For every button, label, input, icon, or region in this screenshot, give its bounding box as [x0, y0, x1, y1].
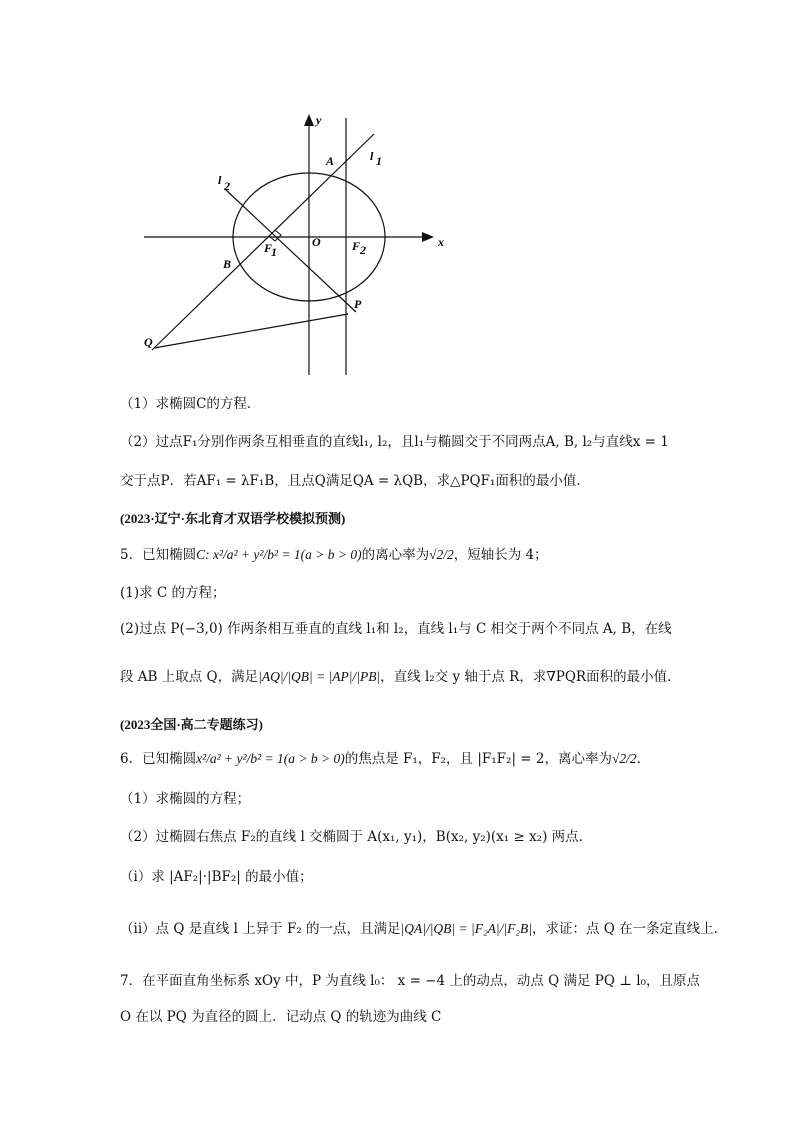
p5-ecc: √2/2 [429, 547, 454, 562]
p7-line2: O 在以 PQ 为直径的圆上．记动点 Q 的轨迹为曲线 C [120, 1009, 442, 1025]
p5-source: (2023·辽宁·东北育才双语学校模拟预测) [120, 511, 346, 526]
p6-stem [120, 744, 650, 774]
p5-part2-b-ratio: |AQ|/|QB| = |AP|/|PB| [258, 669, 381, 684]
p6-sub-ii-post: ，求证：点 Q 在一条定直线上． [531, 921, 728, 937]
p6-sub-ii-pre: （ii）点 Q 是直线 l 上异于 F₂ 的一点，且满足 [120, 921, 401, 937]
label-a: A [326, 154, 335, 168]
p5-stem [120, 540, 548, 570]
label-l2-sub: 2 [224, 179, 230, 193]
p6-source: (2023全国·高二专题练习) [120, 717, 263, 732]
x-axis-arrow [422, 232, 434, 242]
label-l1: l [370, 149, 374, 163]
p6-ecc: √2/2 [611, 751, 637, 766]
p5-part2-b [120, 662, 681, 692]
p4-part2-b: 交于点P．若AF₁ = λF₁B，且点Q满足QA = λQB，求△PQF₁面积的最小值． [120, 473, 590, 489]
p6-stem-eq: x²/a² + y²/b² = 1(a > b > 0) [196, 751, 345, 766]
p5-stem-post: ，短轴长为 4； [453, 547, 548, 563]
p5-stem-eq: C: x²/a² + y²/b² = 1(a > b > 0) [196, 547, 362, 562]
p6-sub-i: （i）求 |AF₂|·|BF₂| 的最小值； [120, 869, 313, 885]
line-l1 [152, 134, 374, 350]
label-y: y [316, 113, 322, 127]
p4-part2-a: （2）过点F₁分别作两条互相垂直的直线l₁, l₂，且l₁与椭圆交于不同两点A, B, l₂与直线x = 1 [120, 434, 669, 450]
y-axis-arrow [304, 114, 314, 126]
label-l1-sub: 1 [376, 154, 382, 168]
p5-stem-mid: 的离心率为 [361, 547, 430, 563]
label-o: O [312, 235, 321, 249]
p6-sub-ii-ratio: |QA|/|QB| = |F₂A|/|F₂B| [400, 921, 532, 936]
label-l2: l [218, 173, 222, 187]
p5-part2-b-post: ，直线 l₂交 y 轴于点 R，求∇PQR面积的最小值． [380, 669, 681, 685]
p6-part2: （2）过椭圆右焦点 F₂的直线 l 交椭圆于 A(x₁, y₁)，B(x₂, y₂)(x₁ ≥ x₂) 两点． [120, 829, 593, 845]
p6-sub-ii [120, 914, 727, 944]
p5-part1: (1)求 C 的方程； [120, 585, 226, 601]
label-x: x [438, 235, 444, 249]
label-b: B [223, 257, 232, 271]
label-q: Q [144, 335, 153, 349]
label-f1: F [264, 241, 273, 255]
label-f2: F [352, 239, 361, 253]
p5-stem-pre: 5．已知椭圆 [120, 547, 197, 563]
label-f2-sub: 2 [360, 243, 366, 257]
p6-part1: （1）求椭圆的方程； [120, 791, 251, 807]
p6-stem-post: ． [636, 751, 651, 767]
p5-part2-b-pre: 段 AB 上取点 Q，满足 [120, 669, 259, 685]
ellipse-figure [138, 110, 448, 380]
p6-stem-pre: 6．已知椭圆 [120, 751, 197, 767]
p4-part1: （1）求椭圆C的方程． [120, 396, 261, 412]
p7-line1: 7．在平面直角坐标系 xOy 中，P 为直线 l₀： x = −4 上的动点，动点 Q 满足 PQ ⊥ l₀，且原点 [120, 973, 700, 989]
p5-part2-a: (2)过点 P(−3,0) 作两条相互垂直的直线 l₁和 l₂，直线 l₁与 C 相交于两个不同点 A, B，在线 [120, 621, 672, 637]
p6-stem-mid: 的焦点是 F₁，F₂，且 |F₁F₂| = 2，离心率为 [344, 751, 612, 767]
line-l2 [226, 190, 356, 312]
label-p: P [354, 297, 362, 311]
label-f1-sub: 1 [271, 245, 277, 259]
